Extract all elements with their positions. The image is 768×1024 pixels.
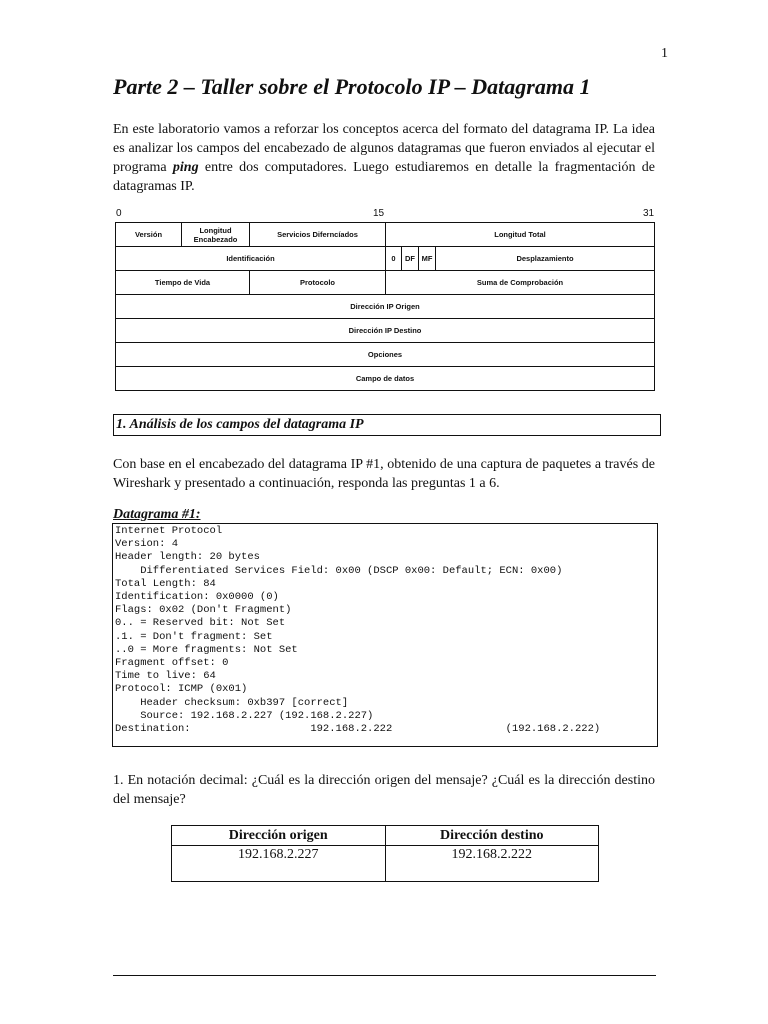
bit-label-31: 31 — [643, 208, 655, 219]
code-line: Total Length: 84 — [115, 577, 216, 590]
code-line: Identification: 0x0000 (0) — [115, 591, 279, 604]
answer-table — [171, 825, 599, 882]
field-services: Servicios Diferncíados — [249, 222, 386, 247]
field-flag-mf: MF — [418, 246, 436, 271]
question-1-text: 1. En notación decimal: ¿Cuál es la dirección origen del mensaje? ¿Cuál es la dirección destino del mensaje? — [113, 773, 655, 807]
answer-header-destination: Dirección destino — [385, 826, 599, 846]
answer-header-origin: Dirección origen — [172, 826, 386, 846]
datagram-capture-box — [112, 523, 658, 747]
code-line: Header checksum: 0xb397 [correct] — [115, 696, 349, 709]
intro-text-before: En este laboratorio vamos a reforzar los conceptos acerca del formato del datagrama IP. La idea es analizar los campos del encabezado de algunos datagramas que fueron enviados al ejecutar el programa — [113, 122, 655, 175]
field-src-ip: Dirección IP Origen — [115, 294, 655, 319]
intro-text-after: entre dos computadores. Luego estudiaremos en detalle la fragmentación de datagramas IP. — [113, 160, 655, 194]
section-title-box — [113, 414, 661, 436]
datagram-label: Datagrama #1: — [113, 507, 201, 522]
field-dst-ip: Dirección IP Destino — [115, 318, 655, 343]
section-paragraph: Con base en el encabezado del datagrama IP #1, obtenido de una captura de paquetes a través de Wireshark y presentado a continuación, responda las preguntas 1 a 6. — [113, 457, 655, 491]
code-line: .1. = Don't fragment: Set — [115, 630, 273, 643]
field-checksum: Suma de Comprobación — [385, 270, 655, 295]
code-line: Protocol: ICMP (0x01) — [115, 683, 248, 696]
intro-emphasis-ping: ping — [172, 160, 199, 175]
field-total-length: Longitud Total — [385, 222, 655, 247]
page-title: Parte 2 – Taller sobre el Protocolo IP – Datagrama 1 — [113, 74, 591, 99]
code-line: Internet Protocol — [115, 525, 223, 537]
section-title: 1. Análisis de los campos del datagrama IP — [116, 417, 364, 432]
code-line: Version: 4 — [115, 538, 179, 551]
field-flag-df: DF — [401, 246, 419, 271]
code-line: Header length: 20 bytes — [115, 551, 260, 564]
field-identification: Identificación — [115, 246, 386, 271]
footer-divider — [113, 975, 656, 976]
answer-table-header-row — [172, 826, 599, 846]
answer-table-row — [172, 846, 599, 882]
field-offset: Desplazamiento — [435, 246, 655, 271]
field-protocol: Protocolo — [249, 270, 386, 295]
code-line: Destination: 192.168.2.222 (192.168.2.222) — [115, 723, 601, 736]
bit-label-15: 15 — [373, 208, 385, 219]
code-line: Source: 192.168.2.227 (192.168.2.227) — [115, 709, 374, 722]
field-flag-zero: 0 — [385, 246, 402, 271]
field-ttl: Tiempo de Vida — [115, 270, 250, 295]
answer-origin-value: 192.168.2.227 — [172, 846, 386, 882]
field-header-length-label: Longitud Encabezado — [193, 225, 238, 244]
code-line: Fragment offset: 0 — [115, 657, 229, 670]
code-line: 0.. = Reserved bit: Not Set — [115, 617, 286, 630]
page-number: 1 — [661, 46, 668, 61]
bit-label-0: 0 — [116, 208, 122, 219]
code-line: Differentiated Services Field: 0x00 (DSCP 0x00: Default; ECN: 0x00) — [115, 564, 563, 577]
code-line: Flags: 0x02 (Don't Fragment) — [115, 604, 292, 617]
field-version: Versión — [115, 222, 182, 247]
field-options: Opciones — [115, 342, 655, 367]
intro-paragraph — [113, 120, 655, 196]
answer-destination-value: 192.168.2.222 — [385, 846, 599, 882]
field-data: Campo de datos — [115, 366, 655, 391]
ip-header-diagram — [115, 222, 655, 392]
code-line: Time to live: 64 — [115, 670, 216, 683]
code-line: ..0 = More fragments: Not Set — [115, 643, 298, 656]
field-header-length — [181, 222, 250, 247]
